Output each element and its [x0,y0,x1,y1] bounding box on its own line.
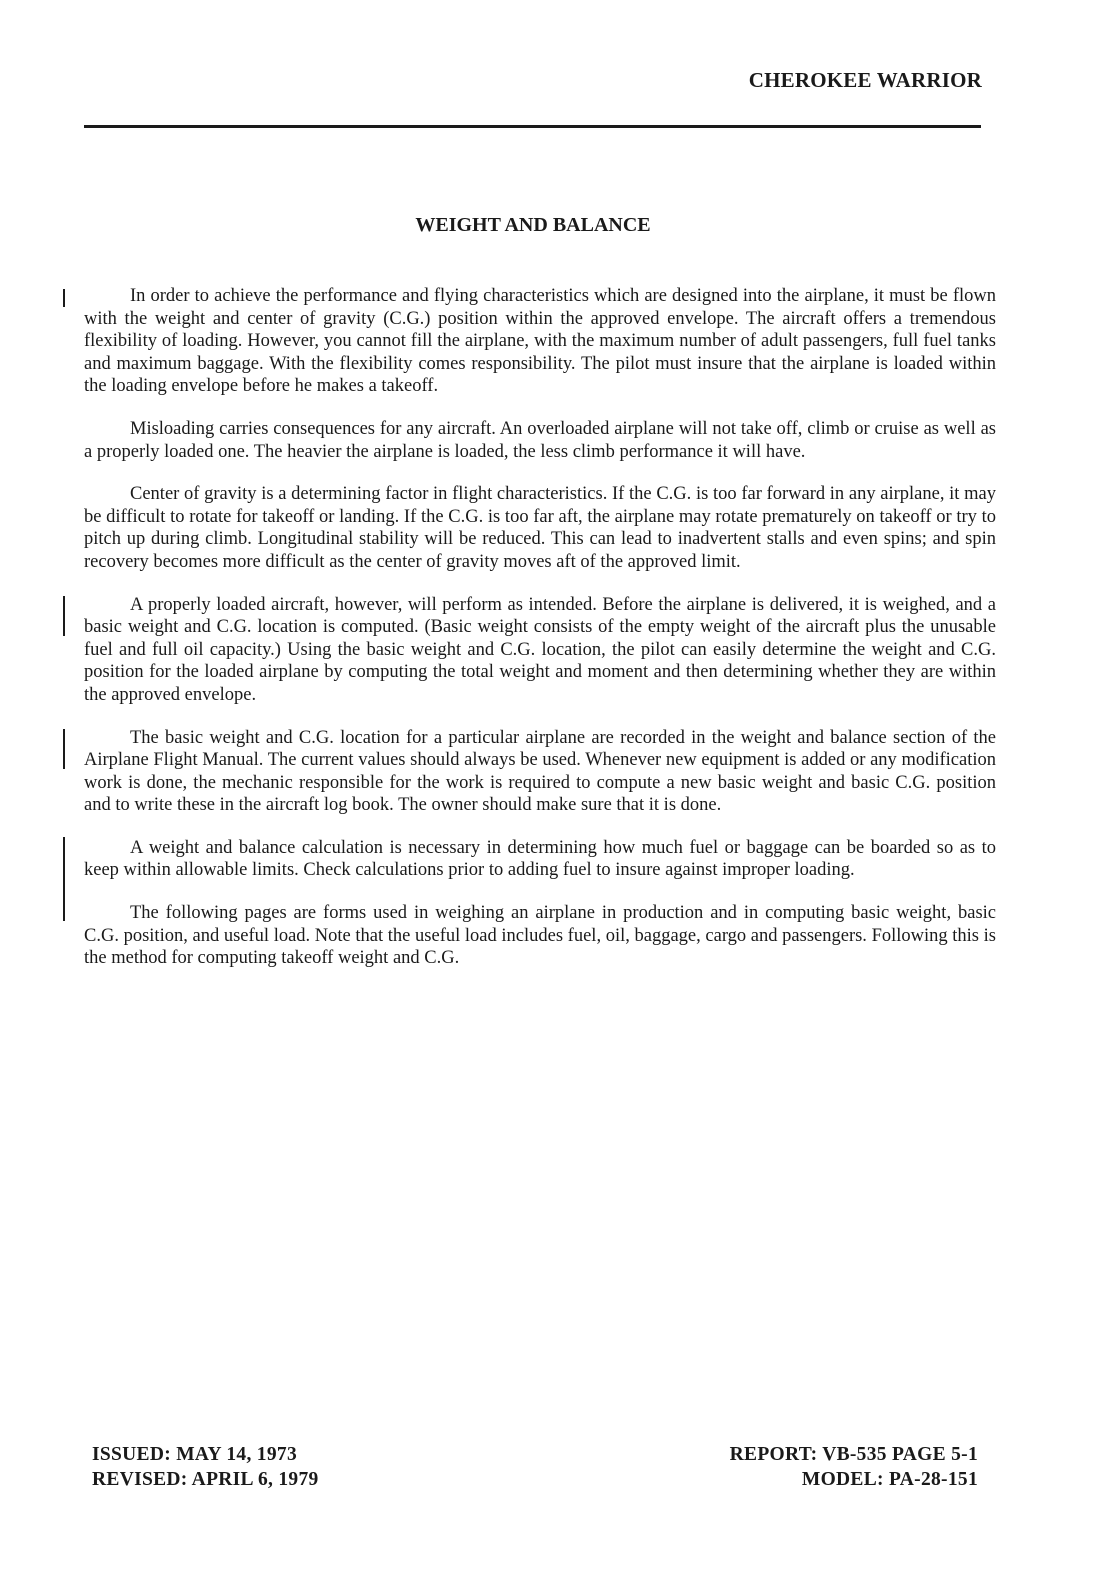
revised-date: REVISED: APRIL 6, 1979 [92,1469,319,1490]
paragraph-6 [84,837,996,882]
revision-change-bar [63,837,65,921]
paragraph-7-text: The following pages are forms used in weighing an airplane in production and in computing basic weight, basic C.G. position, and useful load. Note that the useful load includes fuel, oil, baggage, cargo and passengers. Following this is the method for computing takeoff weight and C.G. [84,903,996,969]
paragraph-3 [84,483,996,573]
paragraph-1-text: In order to achieve the performance and flying characteristics which are designed into the airplane, it must be flown with the weight and center of gravity (C.G.) position within the approved envelope. The aircraft offers a tremendous flexibility of loading. However, you cannot fill the airplane, with the maximum number of adult passengers, full fuel tanks and maximum baggage. With the flexibility comes responsibility. The pilot must insure that the airplane is loaded within the loading envelope before he makes a takeoff. [84,286,996,397]
revision-change-bar [63,729,65,769]
model-number: MODEL: PA-28-151 [801,1469,978,1490]
header-divider [84,125,981,128]
paragraph-4-text: A properly loaded aircraft, however, will perform as intended. Before the airplane is delivered, it is weighed, and a basic weight and C.G. location is computed. (Basic weight consists of the empty weight of the aircraft plus the unusable fuel and full oil capacity.) Using the basic weight and C.G. location, the pilot can easily determine the weight and C.G. position for the loaded airplane by computing the total weight and moment and then determining whether they are within the approved envelope. [84,594,996,705]
section-title: WEIGHT AND BALANCE [415,214,651,236]
paragraph-6-text: A weight and balance calculation is necessary in determining how much fuel or baggage can be boarded so as to keep within allowable limits. Check calculations prior to adding fuel to insure against improper loading. [84,837,996,881]
paragraph-1 [84,285,996,398]
paragraph-2 [84,418,996,463]
footer-report-info [730,1442,978,1492]
revision-change-bar [63,596,65,636]
paragraph-5 [84,727,996,817]
paragraph-2-text: Misloading carries consequences for any aircraft. An overloaded airplane will not take off, climb or cruise as well as a properly loaded one. The heavier the airplane is loaded, the less climb performance it will have. [84,418,996,462]
report-page-number: REPORT: VB-535 PAGE 5-1 [729,1444,978,1465]
body-text [84,285,996,990]
running-header-title: CHEROKEE WARRIOR [748,68,982,92]
revision-change-bar [63,289,65,307]
paragraph-7 [84,902,996,970]
issued-date: ISSUED: MAY 14, 1973 [92,1444,297,1465]
paragraph-5-text: The basic weight and C.G. location for a particular airplane are recorded in the weight and balance section of the Airplane Flight Manual. The current values should always be used. Whenever new equipment is added or any modification work is done, the mechanic responsible for the work is required to compute a new basic weight and basic C.G. position and to write these in the aircraft log book. The owner should make sure that it is done. [84,727,996,816]
paragraph-4 [84,594,996,707]
footer-issue-info [92,1442,319,1492]
paragraph-3-text: Center of gravity is a determining factor in flight characteristics. If the C.G. is too far forward in any airplane, it may be difficult to rotate for takeoff or landing. If the C.G. is too far aft, the airplane may rotate prematurely on takeoff or try to pitch up during climb. Longitudinal stability will be reduced. This can lead to inadvertent stalls and even spins; and spin recovery becomes more difficult as the center of gravity moves aft of the approved limit. [84,484,996,572]
